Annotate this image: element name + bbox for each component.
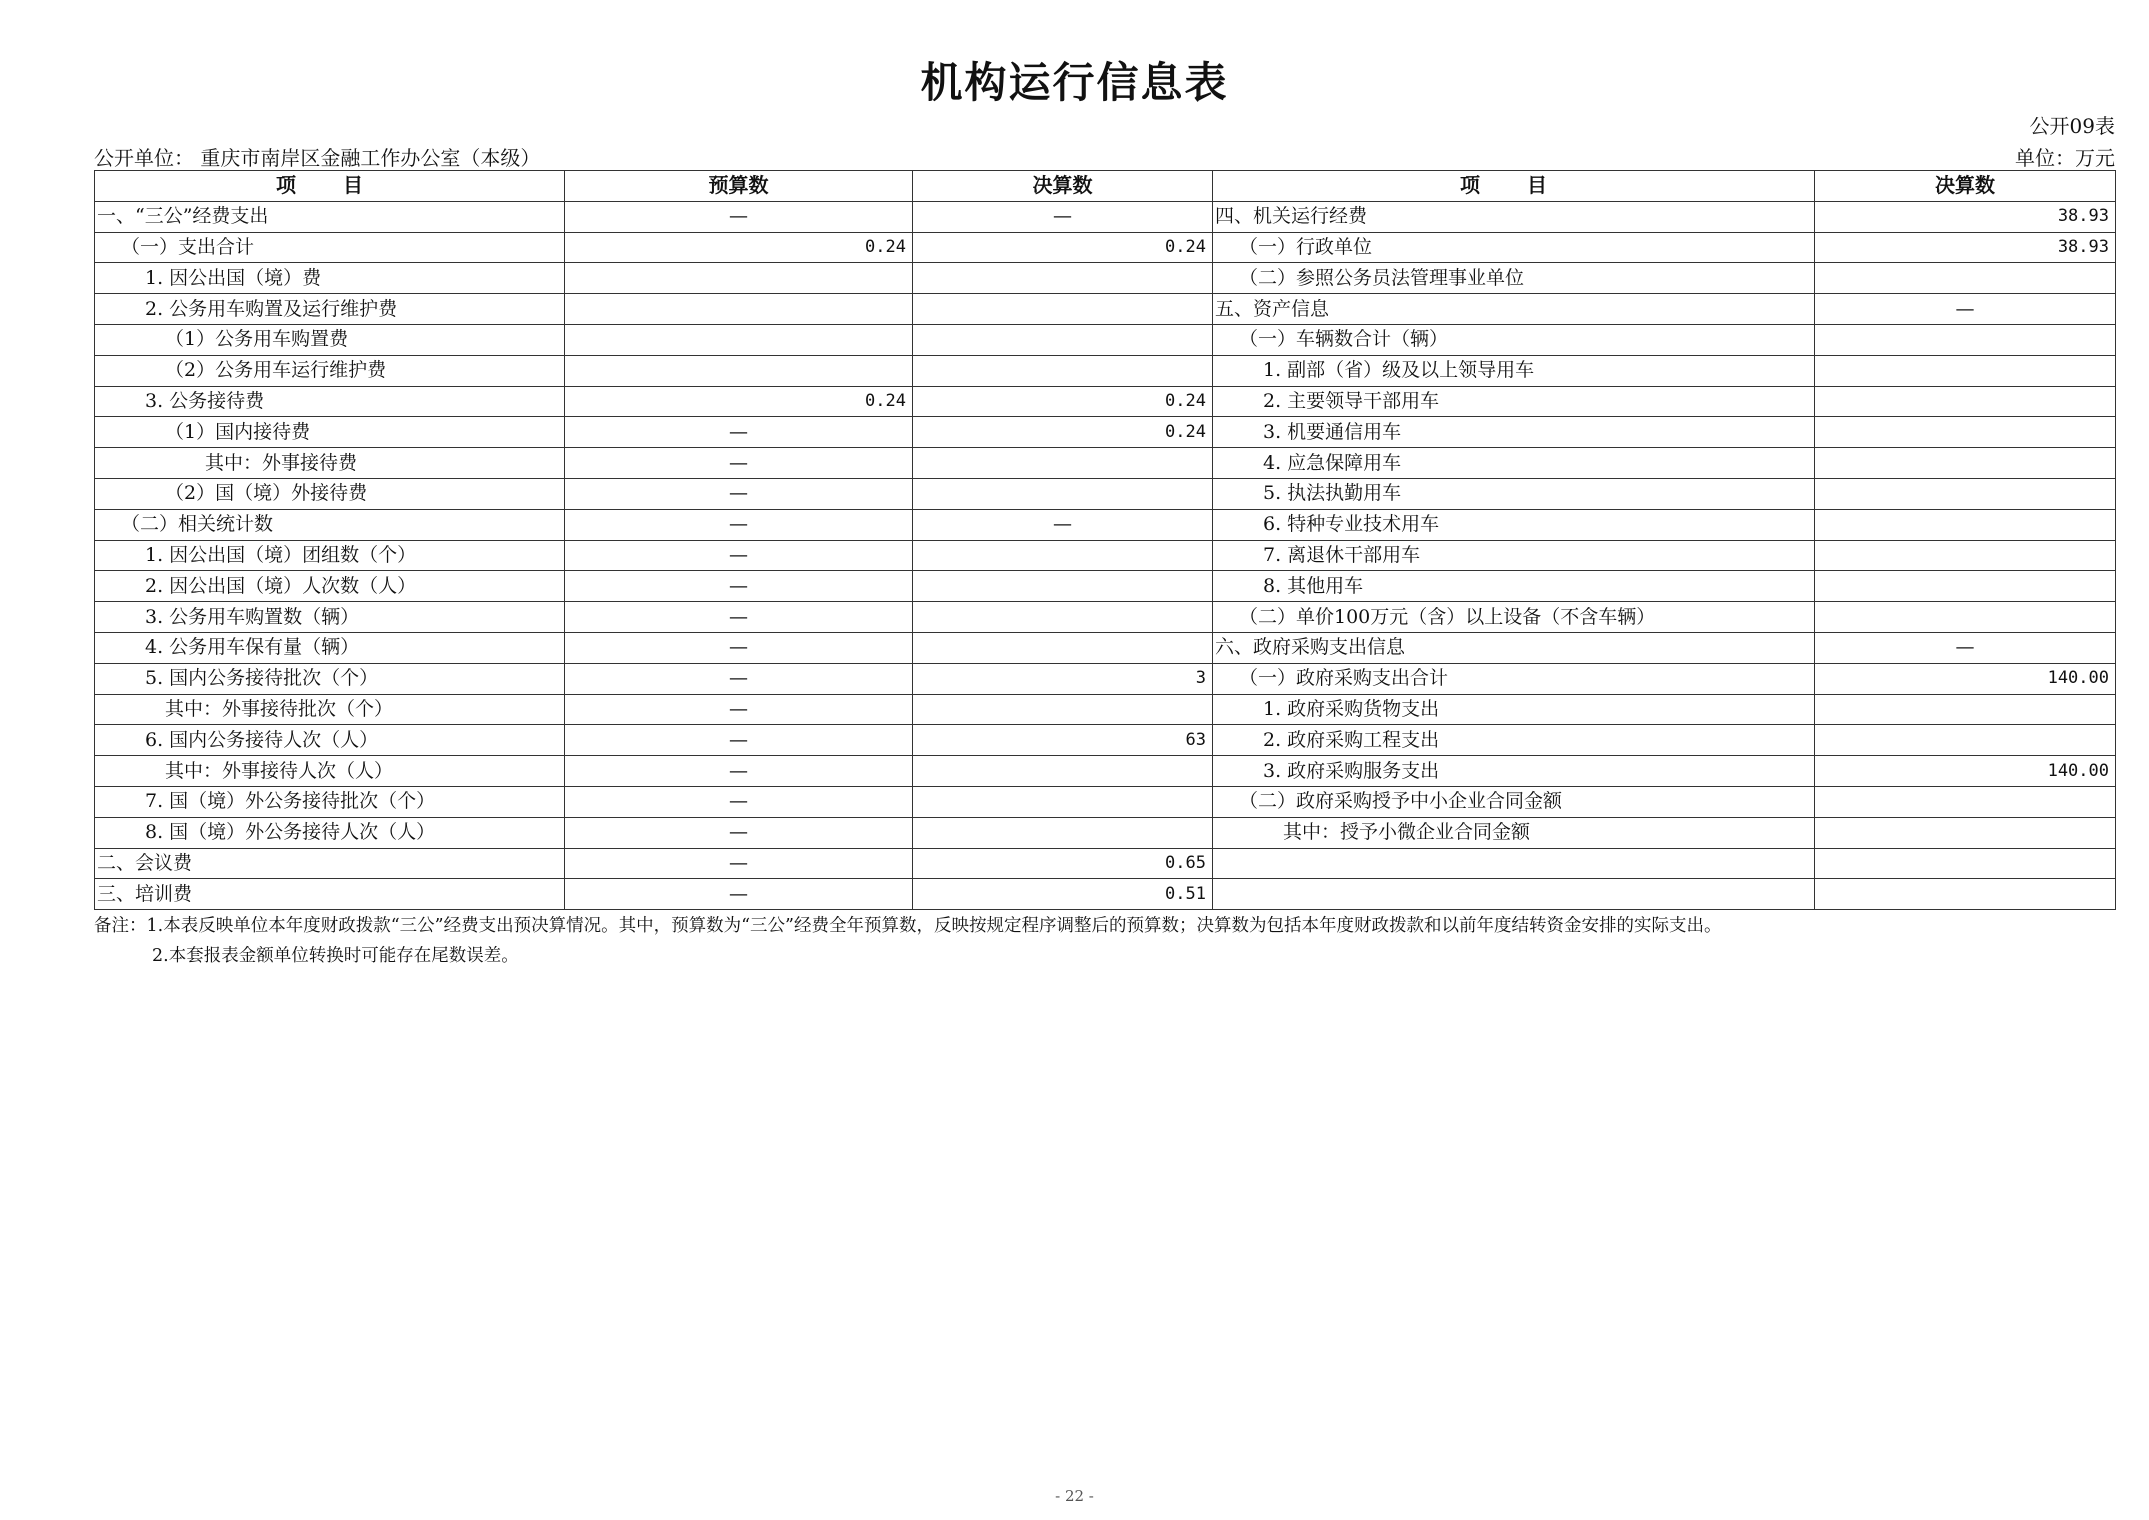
item-left-cell: 一、“三公”经费支出 [95, 201, 565, 232]
item-right-cell: （二）单价100万元（含）以上设备（不含车辆） [1213, 602, 1815, 633]
table-row [95, 817, 2116, 848]
item-right-cell [1213, 879, 1815, 910]
final-cell: 0.51 [913, 879, 1213, 910]
budget-cell [565, 355, 913, 386]
item-right-cell [1213, 848, 1815, 879]
table-row [95, 232, 2116, 263]
final-cell [913, 817, 1213, 848]
item-left-cell: 2. 因公出国（境）人次数（人） [95, 571, 565, 602]
final-right-cell [1815, 509, 2116, 540]
budget-cell: — [565, 540, 913, 571]
item-right-cell: （一）政府采购支出合计 [1213, 663, 1815, 694]
item-left-cell: 4. 公务用车保有量（辆） [95, 632, 565, 663]
budget-cell [565, 324, 913, 355]
budget-cell: — [565, 478, 913, 509]
table-row [95, 879, 2116, 910]
item-right-cell: 1. 政府采购货物支出 [1213, 694, 1815, 725]
item-left-cell: （一）支出合计 [95, 232, 565, 263]
item-right-cell: 3. 机要通信用车 [1213, 417, 1815, 448]
note-2: 2.本套报表金额单位转换时可能存在尾数误差。 [152, 946, 519, 966]
item-right-cell: 6. 特种专业技术用车 [1213, 509, 1815, 540]
header-final: 决算数 [913, 171, 1213, 202]
item-left-cell: 其中：外事接待人次（人） [95, 756, 565, 787]
final-cell [913, 324, 1213, 355]
item-left-cell: 7. 国（境）外公务接待批次（个） [95, 786, 565, 817]
final-cell: 0.24 [913, 232, 1213, 263]
budget-cell [565, 294, 913, 325]
budget-cell: — [565, 632, 913, 663]
item-right-cell: （一）行政单位 [1213, 232, 1815, 263]
table-row [95, 571, 2116, 602]
final-right-cell [1815, 386, 2116, 417]
final-right-cell: 38.93 [1815, 201, 2116, 232]
table-row [95, 417, 2116, 448]
notes [94, 911, 1721, 971]
page-number: - 22 - [1055, 1487, 1094, 1505]
table-row [95, 509, 2116, 540]
final-right-cell [1815, 571, 2116, 602]
final-right-cell [1815, 786, 2116, 817]
header-item-left: 项 目 [95, 171, 565, 202]
page-title: 机构运行信息表 [920, 58, 1229, 107]
final-cell [913, 448, 1213, 479]
item-left-cell: 8. 国（境）外公务接待人次（人） [95, 817, 565, 848]
table-row [95, 694, 2116, 725]
header-final-right: 决算数 [1815, 171, 2116, 202]
table-row [95, 756, 2116, 787]
final-cell [913, 756, 1213, 787]
budget-cell: — [565, 848, 913, 879]
item-right-cell: 1. 副部（省）级及以上领导用车 [1213, 355, 1815, 386]
item-left-cell: （2）国（境）外接待费 [95, 478, 565, 509]
final-right-cell [1815, 417, 2116, 448]
item-right-cell: 2. 主要领导干部用车 [1213, 386, 1815, 417]
item-left-cell: （二）相关统计数 [95, 509, 565, 540]
budget-cell: — [565, 571, 913, 602]
operation-info-table [94, 170, 2116, 910]
budget-cell: 0.24 [565, 386, 913, 417]
item-right-cell: 其中：授予小微企业合同金额 [1213, 817, 1815, 848]
final-right-cell [1815, 478, 2116, 509]
final-right-cell [1815, 324, 2116, 355]
final-cell [913, 540, 1213, 571]
reporting-unit: 公开单位： 重庆市南岸区金融工作办公室（本级） [94, 146, 541, 170]
final-cell [913, 263, 1213, 294]
item-right-cell: 7. 离退休干部用车 [1213, 540, 1815, 571]
table-row [95, 725, 2116, 756]
final-right-cell [1815, 602, 2116, 633]
item-right-cell: （二）参照公务员法管理事业单位 [1213, 263, 1815, 294]
item-left-cell: 1. 因公出国（境）费 [95, 263, 565, 294]
note-1: 备注：1.本表反映单位本年度财政拨款“三公”经费支出预决算情况。其中，预算数为“三公”经费全年预算数，反映按规定程序调整后的预算数；决算数为包括本年度财政拨款和以前年度结转资金安排的实际支出。 [94, 916, 1722, 936]
budget-cell: — [565, 786, 913, 817]
header-budget: 预算数 [565, 171, 913, 202]
final-cell [913, 478, 1213, 509]
item-left-cell: 6. 国内公务接待人次（人） [95, 725, 565, 756]
final-right-cell [1815, 355, 2116, 386]
budget-cell: — [565, 448, 913, 479]
item-right-cell: （一）车辆数合计（辆） [1213, 324, 1815, 355]
final-right-cell [1815, 725, 2116, 756]
item-right-cell: 六、政府采购支出信息 [1213, 632, 1815, 663]
budget-cell: — [565, 417, 913, 448]
table-row [95, 540, 2116, 571]
item-left-cell: 3. 公务接待费 [95, 386, 565, 417]
item-right-cell: 3. 政府采购服务支出 [1213, 756, 1815, 787]
item-left-cell: （1）国内接待费 [95, 417, 565, 448]
item-right-cell: （二）政府采购授予中小企业合同金额 [1213, 786, 1815, 817]
budget-cell: — [565, 602, 913, 633]
budget-cell: — [565, 756, 913, 787]
budget-cell [565, 263, 913, 294]
item-right-cell: 四、机关运行经费 [1213, 201, 1815, 232]
final-right-cell [1815, 848, 2116, 879]
final-cell: 0.24 [913, 417, 1213, 448]
table-row [95, 663, 2116, 694]
budget-cell: — [565, 509, 913, 540]
final-right-cell: 140.00 [1815, 756, 2116, 787]
final-cell [913, 694, 1213, 725]
item-left-cell: 3. 公务用车购置数（辆） [95, 602, 565, 633]
table-row [95, 201, 2116, 232]
table-header-row [95, 171, 2116, 202]
final-right-cell: — [1815, 632, 2116, 663]
budget-cell: — [565, 817, 913, 848]
budget-cell: 0.24 [565, 232, 913, 263]
table-row [95, 355, 2116, 386]
final-cell: 3 [913, 663, 1213, 694]
budget-cell: — [565, 725, 913, 756]
final-cell: — [913, 509, 1213, 540]
final-cell [913, 571, 1213, 602]
final-right-cell: — [1815, 294, 2116, 325]
money-unit: 单位：万元 [2015, 146, 2115, 170]
final-cell [913, 355, 1213, 386]
table-row [95, 602, 2116, 633]
item-right-cell: 4. 应急保障用车 [1213, 448, 1815, 479]
final-cell: 0.65 [913, 848, 1213, 879]
budget-cell: — [565, 201, 913, 232]
header-item-right: 项 目 [1213, 171, 1815, 202]
table-row [95, 632, 2116, 663]
final-cell [913, 602, 1213, 633]
table-row [95, 263, 2116, 294]
item-left-cell: （1）公务用车购置费 [95, 324, 565, 355]
table-row [95, 294, 2116, 325]
table-row [95, 478, 2116, 509]
table-row [95, 324, 2116, 355]
item-left-cell: 其中：外事接待批次（个） [95, 694, 565, 725]
item-left-cell: 2. 公务用车购置及运行维护费 [95, 294, 565, 325]
item-right-cell: 8. 其他用车 [1213, 571, 1815, 602]
item-left-cell: 三、培训费 [95, 879, 565, 910]
final-right-cell [1815, 817, 2116, 848]
budget-cell: — [565, 663, 913, 694]
item-left-cell: 5. 国内公务接待批次（个） [95, 663, 565, 694]
table-row [95, 386, 2116, 417]
final-right-cell [1815, 540, 2116, 571]
final-right-cell [1815, 694, 2116, 725]
item-left-cell: 其中：外事接待费 [95, 448, 565, 479]
final-cell [913, 786, 1213, 817]
table-row [95, 848, 2116, 879]
table-row [95, 448, 2116, 479]
table-row [95, 786, 2116, 817]
budget-cell: — [565, 694, 913, 725]
final-cell: — [913, 201, 1213, 232]
item-left-cell: 1. 因公出国（境）团组数（个） [95, 540, 565, 571]
final-cell: 0.24 [913, 386, 1213, 417]
item-right-cell: 2. 政府采购工程支出 [1213, 725, 1815, 756]
final-right-cell [1815, 879, 2116, 910]
final-cell [913, 632, 1213, 663]
item-left-cell: 二、会议费 [95, 848, 565, 879]
final-right-cell: 140.00 [1815, 663, 2116, 694]
final-right-cell [1815, 263, 2116, 294]
item-left-cell: （2）公务用车运行维护费 [95, 355, 565, 386]
budget-cell: — [565, 879, 913, 910]
item-right-cell: 五、资产信息 [1213, 294, 1815, 325]
final-right-cell: 38.93 [1815, 232, 2116, 263]
form-number: 公开09表 [2029, 114, 2115, 138]
final-right-cell [1815, 448, 2116, 479]
item-right-cell: 5. 执法执勤用车 [1213, 478, 1815, 509]
final-cell: 63 [913, 725, 1213, 756]
final-cell [913, 294, 1213, 325]
